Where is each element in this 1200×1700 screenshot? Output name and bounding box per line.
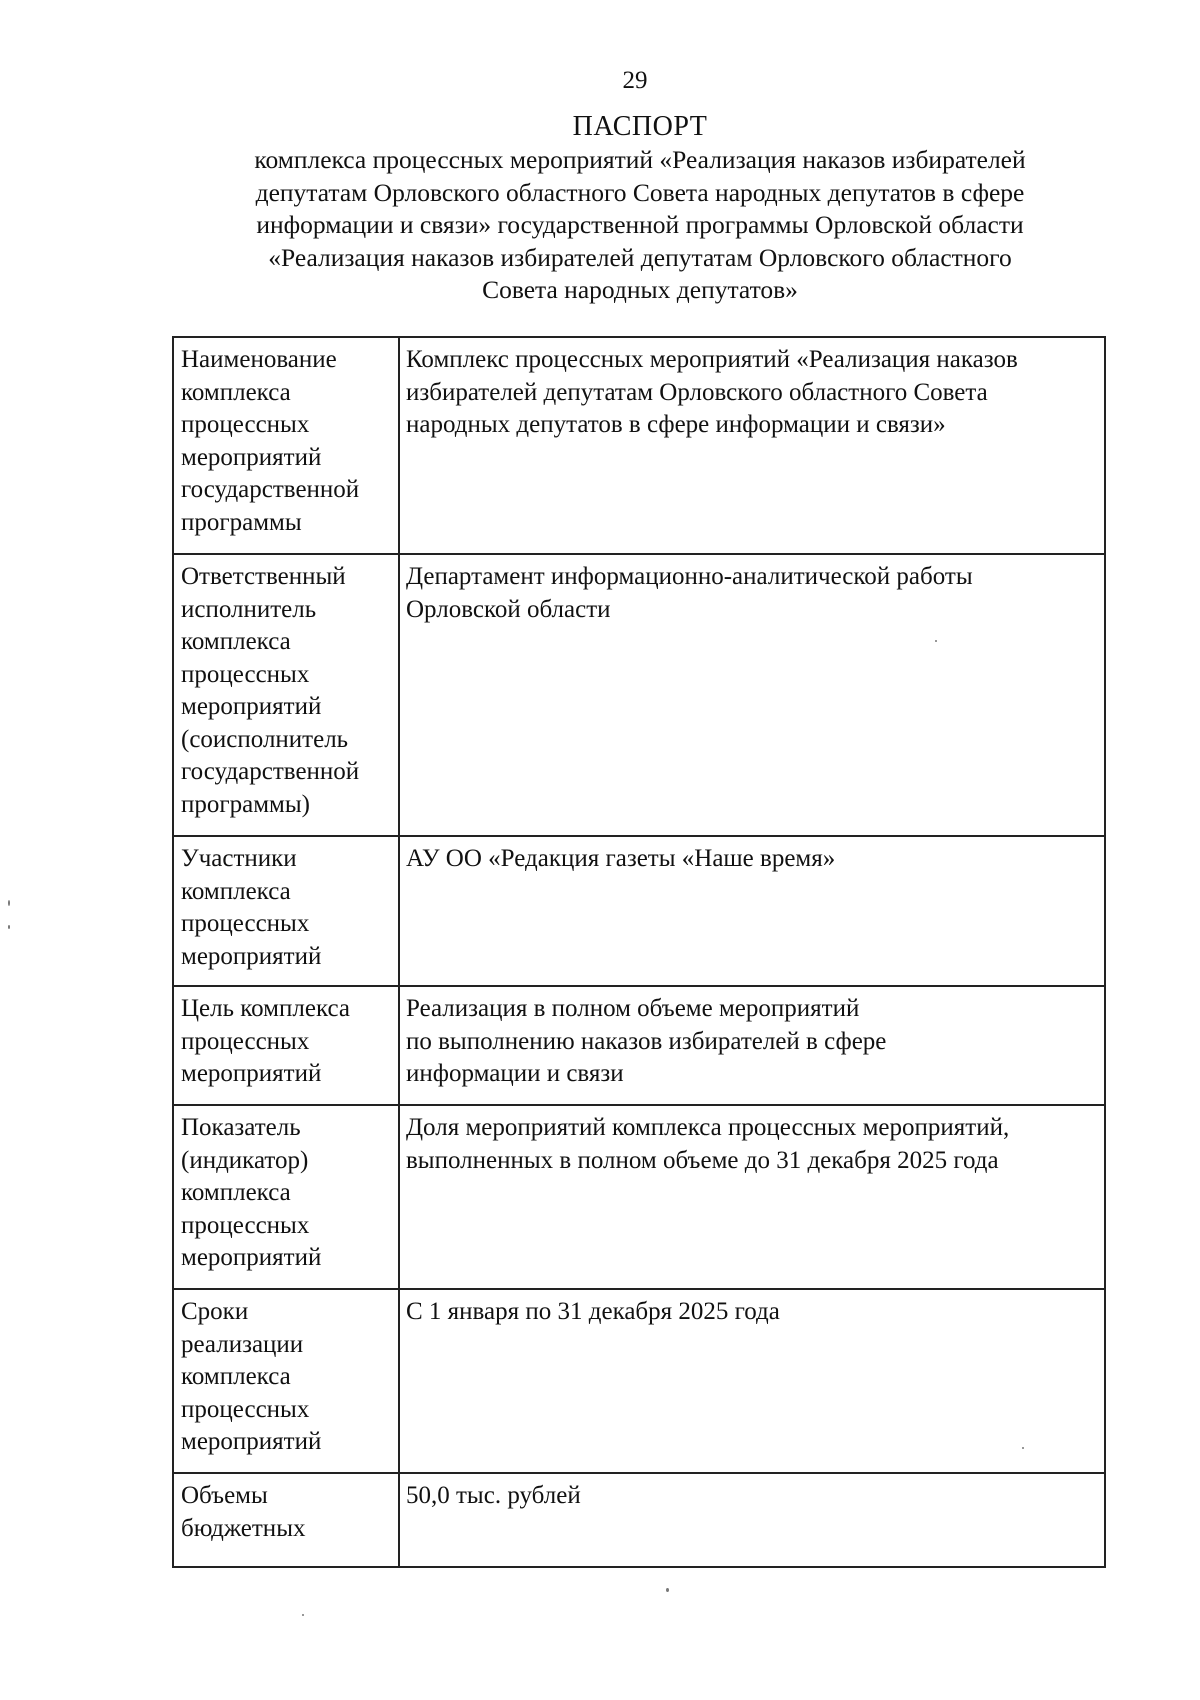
document-subtitle xyxy=(160,144,1120,307)
value-line: информации и связи xyxy=(406,1060,624,1087)
value-line: Орловской области xyxy=(406,595,611,623)
label-line: мероприятий xyxy=(181,1428,322,1455)
table-row xyxy=(173,554,1105,836)
label-line: Объемы xyxy=(181,1482,268,1509)
table-row xyxy=(173,1473,1105,1567)
document-heading xyxy=(160,110,1120,307)
value-line: избирателей депутатам Орловского областного Совета xyxy=(406,378,988,406)
row-label-cell xyxy=(173,986,399,1105)
row-label-cell xyxy=(173,836,399,986)
label-line: исполнитель xyxy=(181,595,317,623)
value-line: народных депутатов в сфере информации и связи» xyxy=(406,411,946,438)
row-label-cell xyxy=(173,554,399,836)
subtitle-line: информации и связи» государственной программы Орловской области xyxy=(256,210,1024,239)
subtitle-line: комплекса процессных мероприятий «Реализация наказов избирателей xyxy=(254,145,1026,174)
value-line: выполненных в полном объеме до 31 декабря 2025 года xyxy=(406,1146,999,1174)
row-label-cell xyxy=(173,337,399,554)
label-line: комплекса xyxy=(181,877,291,905)
label-line: государственной xyxy=(181,758,360,785)
value-line: Реализация в полном объеме мероприятий xyxy=(406,995,860,1022)
value-line: Комплекс процессных мероприятий «Реализация наказов xyxy=(406,346,1018,373)
value-line: 50,0 тыс. рублей xyxy=(406,1482,581,1509)
scan-speck xyxy=(8,900,10,906)
document-title: ПАСПОРТ xyxy=(572,111,708,142)
row-value-cell xyxy=(399,1473,1105,1567)
label-line: реализации xyxy=(181,1330,304,1358)
label-line: мероприятий xyxy=(181,942,322,970)
label-line: программы) xyxy=(181,790,310,818)
label-line: комплекса xyxy=(181,1179,291,1206)
value-line: С 1 января по 31 декабря 2025 года xyxy=(406,1298,780,1325)
row-label-cell xyxy=(173,1105,399,1289)
row-value-cell xyxy=(399,986,1105,1105)
row-value-cell xyxy=(399,836,1105,986)
label-line: процессных xyxy=(181,1027,310,1055)
table-row xyxy=(173,986,1105,1105)
label-line: Цель комплекса xyxy=(181,995,350,1022)
label-line: Участники xyxy=(181,845,297,872)
label-line: мероприятий xyxy=(181,443,322,471)
label-line: Сроки xyxy=(181,1298,249,1325)
subtitle-line: Совета народных депутатов» xyxy=(482,275,798,304)
table-row xyxy=(173,337,1105,554)
label-line: государственной xyxy=(181,476,360,503)
scan-speck xyxy=(935,640,937,642)
label-line: мероприятий xyxy=(181,1244,322,1271)
table-row xyxy=(173,836,1105,986)
label-line: мероприятий xyxy=(181,1060,322,1087)
table-row xyxy=(173,1105,1105,1289)
label-line: процессных xyxy=(181,1395,310,1423)
value-line: Департамент информационно-аналитической работы xyxy=(406,563,973,590)
label-line: процессных xyxy=(181,660,310,688)
passport-table xyxy=(172,336,1106,1568)
label-line: процессных xyxy=(181,411,310,438)
row-value-cell xyxy=(399,1105,1105,1289)
label-line: (индикатор) xyxy=(181,1146,309,1174)
label-line: Наименование xyxy=(181,346,337,373)
label-line: комплекса xyxy=(181,628,291,655)
subtitle-line: «Реализация наказов избирателей депутатам Орловского областного xyxy=(268,242,1012,272)
row-value-cell xyxy=(399,554,1105,836)
label-line: бюджетных xyxy=(181,1514,306,1542)
label-line: комплекса xyxy=(181,1363,291,1390)
page-number: 29 xyxy=(622,67,648,94)
row-label-cell xyxy=(173,1473,399,1567)
table-row xyxy=(173,1289,1105,1473)
row-value-cell xyxy=(399,1289,1105,1473)
label-line: Показатель xyxy=(181,1114,301,1141)
label-line: программы xyxy=(181,508,302,536)
label-line: Ответственный xyxy=(181,563,346,590)
scan-speck xyxy=(1022,1447,1024,1449)
label-line: процессных xyxy=(181,1211,310,1239)
row-value-cell xyxy=(399,337,1105,554)
value-line: по выполнению наказов избирателей в сфере xyxy=(406,1027,887,1055)
scan-speck xyxy=(666,1588,669,1592)
label-line: комплекса xyxy=(181,378,291,406)
row-label-cell xyxy=(173,1289,399,1473)
scan-speck xyxy=(8,925,10,929)
label-line: процессных xyxy=(181,910,310,937)
subtitle-line: депутатам Орловского областного Совета народных депутатов в сфере xyxy=(255,177,1025,207)
value-line: Доля мероприятий комплекса процессных мероприятий, xyxy=(406,1114,1010,1141)
label-line: мероприятий xyxy=(181,693,322,720)
value-line: АУ ОО «Редакция газеты «Наше время» xyxy=(406,845,836,872)
label-line: (соисполнитель xyxy=(181,725,349,753)
scan-speck xyxy=(302,1614,304,1616)
